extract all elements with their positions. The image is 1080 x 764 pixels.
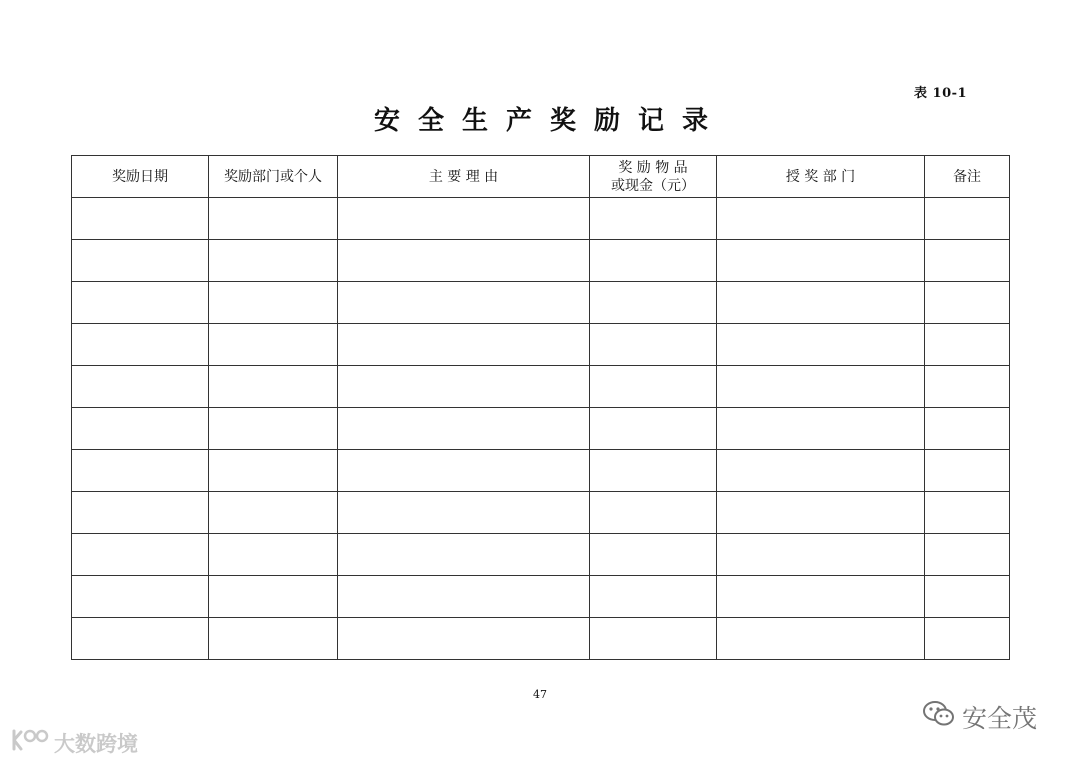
header-main-reason — [338, 156, 590, 198]
table-row — [72, 198, 1010, 240]
table-cell — [590, 324, 717, 366]
table-cell — [717, 240, 925, 282]
table-cell — [209, 324, 338, 366]
table-cell — [209, 576, 338, 618]
table-cell — [590, 282, 717, 324]
table-body — [72, 198, 1010, 660]
table-cell — [925, 492, 1010, 534]
table-cell — [717, 366, 925, 408]
header-awarding-dept-label: 授 奖 部 门 — [785, 168, 856, 185]
table-cell — [72, 366, 209, 408]
table-cell — [209, 408, 338, 450]
table-cell — [717, 492, 925, 534]
table-cell — [338, 282, 590, 324]
table-cell — [590, 618, 717, 660]
table-cell — [72, 198, 209, 240]
table-cell — [209, 618, 338, 660]
table-cell — [925, 240, 1010, 282]
table-cell — [717, 324, 925, 366]
table-cell — [925, 450, 1010, 492]
wechat-icon — [922, 700, 956, 734]
table-cell — [717, 618, 925, 660]
table-cell — [209, 240, 338, 282]
page-number: 47 — [533, 688, 547, 701]
brand-logo-icon — [8, 727, 50, 758]
header-remarks-label: 备注 — [953, 168, 981, 185]
table-cell — [338, 534, 590, 576]
watermark-right-text: 安全茂 — [962, 704, 1038, 733]
table-cell — [338, 492, 590, 534]
table-cell — [925, 324, 1010, 366]
table-row — [72, 534, 1010, 576]
table-row — [72, 240, 1010, 282]
table-cell — [590, 534, 717, 576]
table-cell — [717, 534, 925, 576]
document-title: 安全生产奖励记录 — [373, 106, 726, 136]
table-cell — [925, 534, 1010, 576]
table-row — [72, 366, 1010, 408]
table-cell — [72, 408, 209, 450]
table-cell — [338, 576, 590, 618]
table-cell — [338, 198, 590, 240]
table-cell — [338, 618, 590, 660]
table-cell — [338, 324, 590, 366]
table-header-row — [72, 156, 1010, 198]
table-cell — [338, 366, 590, 408]
header-reward-items-or-cash — [590, 156, 717, 198]
table-row — [72, 492, 1010, 534]
table-cell — [72, 282, 209, 324]
table-cell — [590, 240, 717, 282]
table-cell — [590, 450, 717, 492]
header-awarding-dept — [717, 156, 925, 198]
table-row — [72, 324, 1010, 366]
header-reward-dept-or-person — [209, 156, 338, 198]
watermark-left — [8, 727, 138, 758]
table-cell — [338, 408, 590, 450]
table-row — [72, 408, 1010, 450]
header-reward-items-label-line2: 或现金（元） — [611, 177, 695, 194]
table-cell — [925, 618, 1010, 660]
table-cell — [338, 450, 590, 492]
table-cell — [72, 492, 209, 534]
table-number: 表 10-1 — [914, 86, 968, 101]
table-row — [72, 450, 1010, 492]
table-cell — [72, 324, 209, 366]
table-cell — [590, 408, 717, 450]
table-cell — [717, 576, 925, 618]
header-reward-dept-or-person-label: 奖励部门或个人 — [224, 168, 322, 185]
table-cell — [209, 492, 338, 534]
table-cell — [590, 366, 717, 408]
table-cell — [925, 408, 1010, 450]
table-cell — [209, 198, 338, 240]
table-cell — [209, 534, 338, 576]
table-cell — [925, 282, 1010, 324]
table-cell — [72, 534, 209, 576]
table-cell — [590, 492, 717, 534]
table-row — [72, 618, 1010, 660]
table-cell — [590, 198, 717, 240]
table-cell — [338, 240, 590, 282]
table-cell — [717, 450, 925, 492]
table-cell — [72, 240, 209, 282]
table-cell — [209, 282, 338, 324]
table-row — [72, 282, 1010, 324]
table-cell — [72, 450, 209, 492]
table-cell — [590, 576, 717, 618]
reward-record-table — [71, 155, 1010, 660]
watermark-left-text: 大数跨境 — [54, 731, 138, 756]
header-reward-date — [72, 156, 209, 198]
header-reward-items-label-line1: 奖 励 物 品 — [618, 159, 688, 176]
watermark-right — [922, 699, 1037, 735]
table-cell — [209, 450, 338, 492]
header-reward-date-label: 奖励日期 — [112, 168, 168, 185]
table-cell — [209, 366, 338, 408]
table-cell — [717, 408, 925, 450]
header-remarks — [925, 156, 1010, 198]
table-cell — [925, 198, 1010, 240]
table-row — [72, 576, 1010, 618]
table-cell — [72, 576, 209, 618]
table-cell — [925, 366, 1010, 408]
table-cell — [925, 576, 1010, 618]
table-cell — [72, 618, 209, 660]
table-cell — [717, 198, 925, 240]
header-main-reason-label: 主 要 理 由 — [428, 168, 499, 185]
table-cell — [717, 282, 925, 324]
